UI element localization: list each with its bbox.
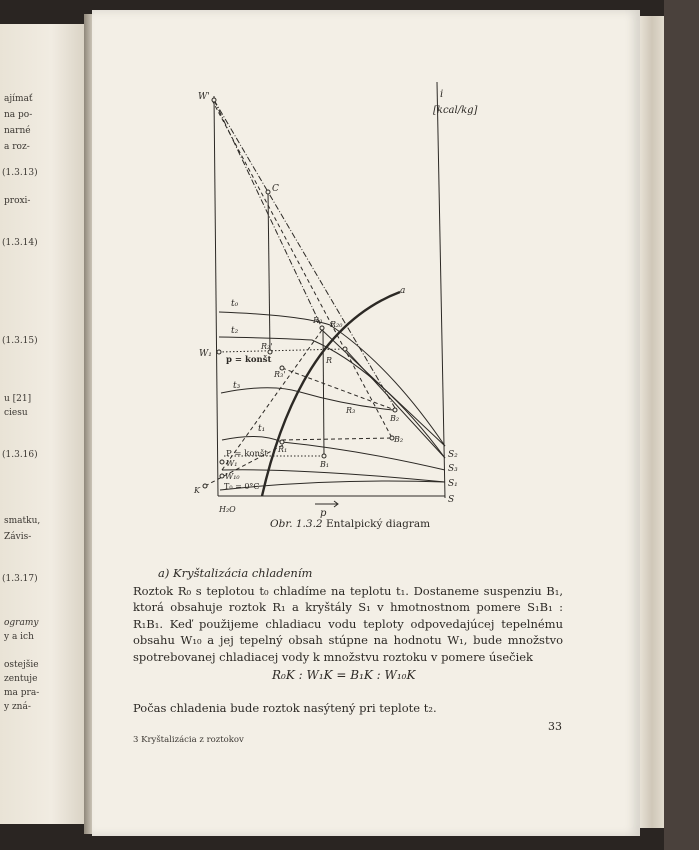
caption-prefix: Obr. 1.3.2 bbox=[270, 518, 323, 530]
prev-text: proxi- bbox=[4, 196, 31, 206]
prev-text: na po- bbox=[4, 110, 33, 120]
prev-text: (1.3.13) bbox=[2, 168, 38, 178]
point-w1-upper bbox=[217, 350, 221, 354]
prev-text: ma pra- bbox=[4, 688, 40, 698]
label-r20: R₂₀ bbox=[330, 320, 343, 329]
label-r0: R₀ bbox=[313, 316, 323, 325]
label-t2: t₂ bbox=[231, 326, 239, 336]
label-w1-lower: W₁ bbox=[226, 459, 238, 468]
point-b1 bbox=[322, 454, 326, 458]
prev-text: (1.3.16) bbox=[2, 450, 38, 460]
point-w-prime bbox=[212, 98, 216, 102]
label-t0-zero: T₀ = 0°C bbox=[224, 482, 260, 491]
label-r3: R₃ bbox=[346, 406, 356, 415]
paragraph-2: Počas chladenia bude roztok nasýtený pri teplote t₂. bbox=[133, 701, 437, 715]
figure-caption bbox=[270, 518, 430, 530]
prev-text: Závis- bbox=[4, 532, 32, 542]
label-r: R bbox=[326, 356, 333, 365]
section-title: a) Kryštalizácia chladením bbox=[158, 566, 313, 580]
prev-text: ostejšie bbox=[4, 660, 39, 670]
point-b2-upper bbox=[393, 408, 397, 412]
label-p-axis: p bbox=[320, 508, 327, 519]
prev-text: (1.3.15) bbox=[2, 336, 38, 346]
label-t0: t₀ bbox=[231, 299, 239, 309]
label-t3: t₃ bbox=[233, 381, 241, 391]
label-c: C bbox=[272, 184, 279, 194]
ratio-equation: R₀K : W₁K = B₁K : W₁₀K bbox=[272, 668, 416, 682]
label-b2-upper: B₂ bbox=[390, 414, 400, 423]
label-w1-upper: W₁ bbox=[199, 349, 212, 359]
label-h2o: H₂O bbox=[219, 505, 236, 514]
label-p-konst-lower: P = konšt bbox=[226, 449, 268, 459]
isotherm-low bbox=[222, 470, 445, 482]
point-c bbox=[266, 190, 270, 194]
isotherm-t0 bbox=[219, 312, 445, 446]
prev-text: ciesu bbox=[4, 408, 28, 418]
label-w10: W₁₀ bbox=[225, 472, 240, 481]
label-r3-prime: R₃' bbox=[274, 370, 286, 379]
point-w10 bbox=[220, 474, 224, 478]
prev-text: (1.3.14) bbox=[2, 238, 38, 248]
prev-text: zentuje bbox=[4, 674, 38, 684]
point-w1-lower bbox=[220, 460, 224, 464]
label-b1: B₁ bbox=[320, 460, 330, 469]
label-b2-lower: B₂ bbox=[394, 435, 404, 444]
point-k bbox=[203, 484, 207, 488]
label-i: i bbox=[440, 89, 444, 100]
prev-text: u [21] bbox=[4, 394, 32, 404]
prev-text: ogramy bbox=[4, 618, 39, 628]
prev-text: a roz- bbox=[4, 142, 30, 152]
prev-text: y a ich bbox=[4, 632, 34, 642]
paragraph-1: Roztok R₀ s teplotou t₀ chladíme na teplotu t₁. Dostaneme suspenziu B₁, ktorá obsahuje roztok R₁ a kryštály S₁ v hmotnostnom pomere S₁B₁ : R₁B₁. Keď použijeme chladiacu vodu teploty odpovedajúcej tepelnému obsahu W₁₀ a jej tepelný obsah stúpne na hodnotu W₁, bude množstvo spotrebovanej chladiacej vody k množstvu roztoku v pomere úsečiek bbox=[133, 584, 563, 664]
label-k: K bbox=[194, 486, 200, 495]
label-r1: R₁ bbox=[278, 445, 288, 454]
caption-text: Entalpický diagram bbox=[325, 518, 431, 530]
label-s2: S₂ bbox=[448, 450, 458, 460]
point-r1 bbox=[280, 440, 284, 444]
label-a: a bbox=[400, 286, 406, 296]
prev-text: narné bbox=[4, 126, 31, 136]
point-r0 bbox=[320, 326, 324, 330]
prev-text: ajímať bbox=[4, 94, 33, 104]
label-s1: S₁ bbox=[448, 479, 458, 489]
label-r2-prime: R₂' bbox=[261, 342, 273, 351]
label-unit: [kcal/kg] bbox=[433, 105, 478, 116]
label-t1: t₁ bbox=[258, 424, 266, 434]
page-number: 33 bbox=[548, 720, 562, 733]
label-s3: S₃ bbox=[448, 464, 458, 474]
label-p-konst-upper: p = konšt bbox=[226, 355, 272, 365]
label-w-prime: W' bbox=[198, 92, 210, 102]
left-axis bbox=[214, 96, 218, 496]
page-footer: 3 Kryštalizácia z roztokov bbox=[133, 735, 244, 745]
prev-text: smatku, bbox=[4, 516, 41, 526]
label-s: S bbox=[448, 495, 455, 505]
point-r bbox=[343, 347, 347, 351]
prev-text: (1.3.17) bbox=[2, 574, 38, 584]
solid-r-s2 bbox=[322, 330, 445, 446]
prev-text: y zná- bbox=[4, 702, 31, 712]
vertical-c bbox=[268, 192, 270, 352]
dashed-r1-b2 bbox=[282, 438, 392, 440]
